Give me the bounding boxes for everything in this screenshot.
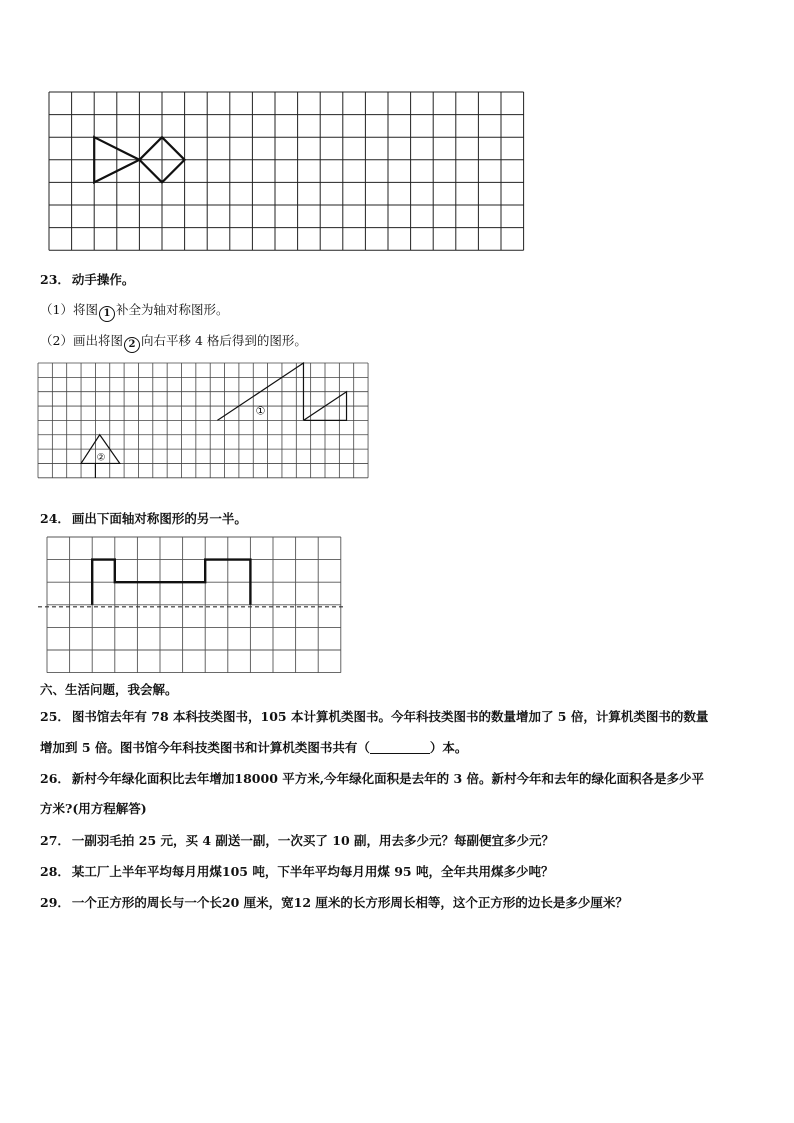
question-number: 24．: [40, 511, 70, 526]
question-24-title: [40, 511, 247, 527]
question-text: 增加到 5 倍。图书馆今年科技类图书和计算机类图书共有（: [40, 740, 370, 755]
question-text: 画出下面轴对称图形的另一半。: [71, 511, 247, 526]
question-23-sub1: [40, 302, 228, 322]
question-number: 26．: [40, 771, 70, 786]
question-text: 动手操作。: [71, 272, 135, 287]
shape-2-label: ②: [96, 452, 106, 464]
question-text: 图书馆去年有 78 本科技类图书，105 本计算机类图书。今年科技类图书的数量增加了 5 倍，计算机类图书的数量: [71, 709, 709, 724]
question-28: [40, 864, 553, 880]
question-number: 27．: [40, 833, 70, 848]
question-number: 23．: [40, 272, 70, 287]
question-text: 一个正方形的周长与一个长20 厘米，宽12 厘米的长方形周长相等，这个正方形的边长是多少厘米？: [71, 895, 628, 910]
question-text: 新村今年绿化面积比去年增加18000 平方米,今年绿化面积是去年的 3 倍。新村今年和去年的绿化面积各是多少平: [71, 771, 705, 786]
question-25-line1: [40, 709, 708, 725]
grid-figure-q24: [38, 536, 346, 674]
question-text: 一副羽毛拍 25 元，买 4 副送一副，一次买了 10 副，用去多少元？每副便宜多少元？: [71, 833, 555, 848]
question-23-title: [40, 272, 134, 288]
question-number: 29．: [40, 895, 70, 910]
question-29: [40, 895, 628, 911]
sub-text-prefix: （2）画出将图: [40, 333, 123, 348]
grid-figure-top: [48, 91, 528, 255]
answer-blank[interactable]: [370, 741, 430, 754]
question-text: 某工厂上半年平均每月用煤105 吨，下半年平均每月用煤 95 吨，全年共用煤多少吨？: [71, 864, 554, 879]
question-number: 25．: [40, 709, 70, 724]
section-6-title: 六、生活问题，我会解。: [40, 682, 178, 697]
question-26-line2: 方米?(用方程解答): [40, 801, 147, 816]
question-26-line1: [40, 771, 704, 787]
circled-marker-1: 1: [99, 306, 115, 322]
circled-marker-2: 2: [124, 337, 140, 353]
question-23-sub2: [40, 333, 307, 353]
sub-text-prefix: （1）将图: [40, 302, 98, 317]
grid-figure-q23: [37, 362, 369, 498]
question-text: ）本。: [429, 740, 468, 755]
sub-text-suffix: 向右平移 4 格后得到的图形。: [140, 333, 307, 348]
shape-1-label: ①: [255, 404, 266, 418]
sub-text-suffix: 补全为轴对称图形。: [115, 302, 229, 317]
question-25-line2: [40, 740, 467, 756]
grid-lines: [49, 92, 524, 250]
question-27: [40, 833, 554, 849]
question-number: 28．: [40, 864, 70, 879]
